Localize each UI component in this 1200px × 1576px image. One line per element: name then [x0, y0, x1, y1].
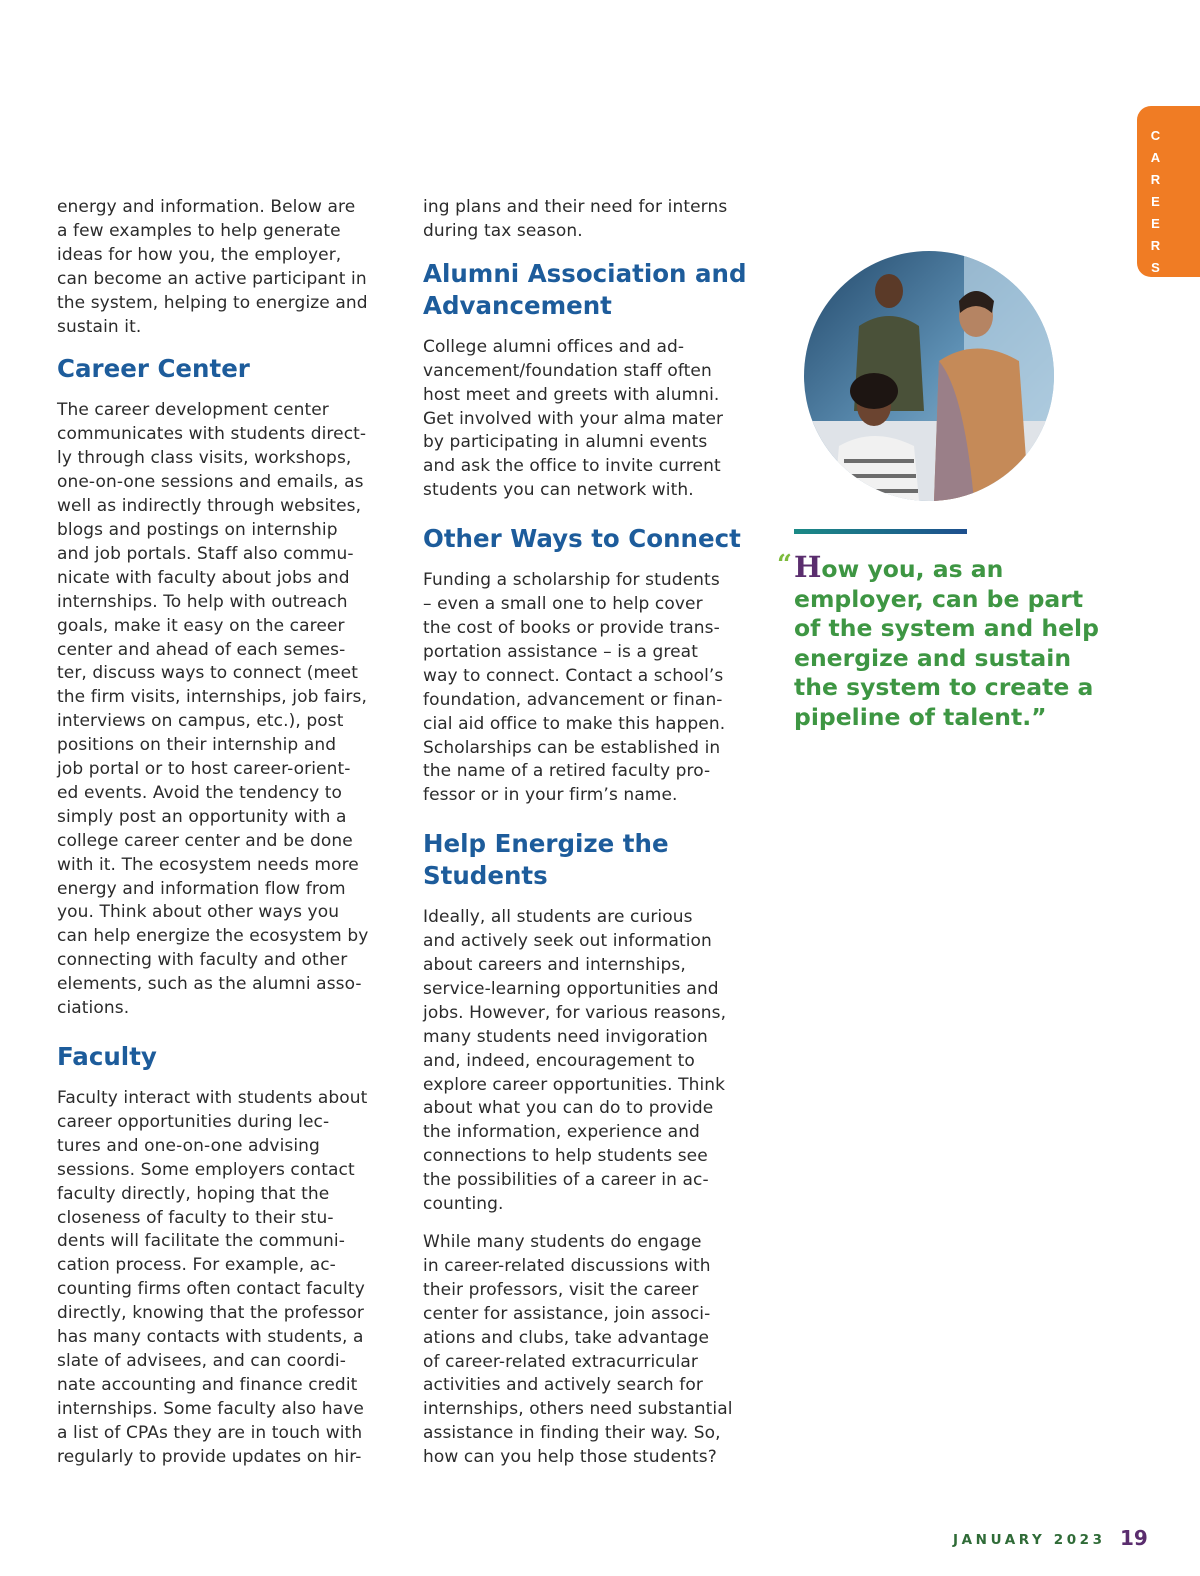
alumni-text: College alumni offices and ad- vancement/foundation staff often host meet and greets with alumni. Get involved with your alma mater by participating in alumni events and ask the office to invite current students you can network with.: [423, 336, 724, 501]
pull-quote-drop-cap: H: [794, 550, 822, 584]
quote-open-mark: “: [777, 550, 792, 580]
other-ways-heading: Other Ways to Connect: [423, 524, 741, 554]
career-center-heading: Career Center: [57, 354, 250, 384]
article-column-2: [423, 196, 765, 1484]
help-energize-heading: Help Energize the Students: [423, 829, 669, 891]
page-number: 19: [1120, 1526, 1148, 1550]
pull-quote-text: ow you, as an employer, can be part of the system and help energize and sustain the system to create a pipeline of talent.”: [794, 555, 1099, 731]
column1-intro: energy and information. Below are a few examples to help generate ideas for how you, the employer, can become an active participant in the system, helping to energize and sustain it.: [57, 197, 368, 337]
students-photo-illustration: [804, 251, 1054, 501]
alumni-heading: Alumni Association and Advancement: [423, 258, 747, 320]
faculty-heading: Faculty: [57, 1042, 157, 1071]
career-center-text: The career development center communicates with students direct- ly through class visits, workshops, one-on-one sessions and emails, as well as indirectly through websites, blogs and postings on internship and job portals. Staff also commu- nicate with faculty about jobs and internships. To help with outreach goals, make it easy on the career center and ahead of each semes- ter, discuss ways to connect (meet the firm visits, internships, job fairs, interviews on campus, etc.), post positions on their internship and job portal or to host career-orient- ed events. Avoid the tendency to simply post an opportunity with a college career center and be done with it. The ecosystem needs more energy and information flow from you. Think about other ways you can help energize the ecosystem by connecting with faculty and other elements, such as the alumni asso- ciations.: [57, 400, 369, 1019]
pull-quote-rule: [794, 529, 967, 534]
students-photo: [804, 251, 1054, 501]
column2-intro: ing plans and their need for interns during tax season.: [423, 197, 728, 241]
help-energize-text-2: While many students do engage in career-related discussions with their professors, visit the career center for assistance, join associ- ations and clubs, take advantage of career-related extracurricular activities and actively search for internships, others need substantial assistance in finding their way. So, how can you help those students?: [423, 1232, 733, 1468]
issue-date: JANUARY 2023: [953, 1532, 1106, 1548]
help-energize-text-1: Ideally, all students are curious and actively seek out information about careers and internships, service-learning opportunities and jobs. However, for various reasons, many students need invigoration and, indeed, encouragement to explore career opportunities. Think about what you can do to provide the information, experience and connections to help students see the possibilities of a career in ac- counting.: [423, 907, 727, 1215]
section-tab-label: CAREERS: [1148, 128, 1163, 282]
article-column-1: [57, 196, 402, 1484]
pull-quote: [794, 550, 1114, 732]
other-ways-text: Funding a scholarship for students – even a small one to help cover the cost of books or provide trans- portation assistance – is a great way to connect. Contact a school’s foundation, advancement or finan- cial aid office to make this happen. Scholarships can be established in the name of a retired faculty pro- fessor or in your firm’s name.: [423, 570, 726, 806]
faculty-text: Faculty interact with students about career opportunities during lec- tures and one-on-one advising sessions. Some employers contact faculty directly, hoping that the closeness of faculty to their stu- dents will facilitate the communi- cation process. For example, ac- counting firms often contact faculty directly, knowing that the professor has many contacts with students, a slate of advisees, and can coordi- nate accounting and finance credit internships. Some faculty also have a list of CPAs they are in touch with regularly to provide updates on hir-: [57, 1088, 368, 1467]
